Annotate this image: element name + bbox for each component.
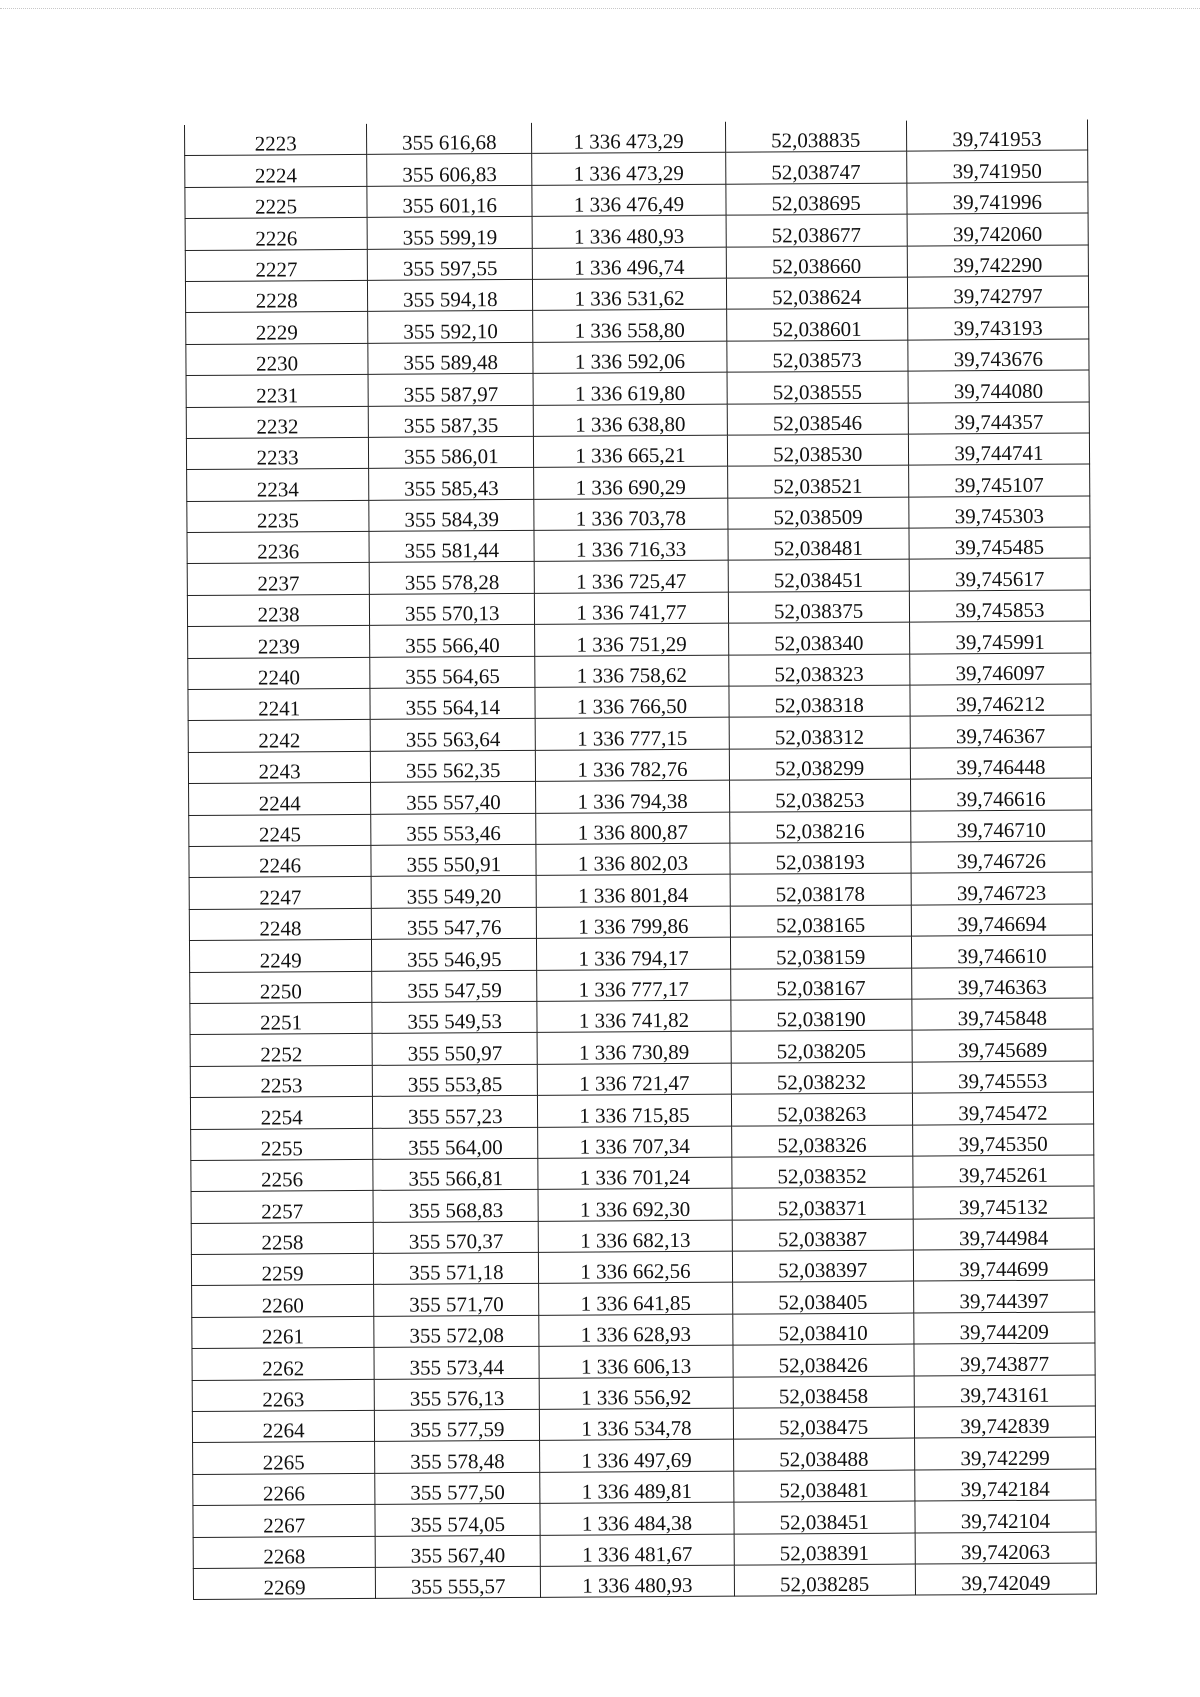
cell-x: 355 557,23 — [373, 1095, 538, 1127]
cell-x: 355 599,19 — [367, 217, 532, 249]
cell-y: 1 336 800,87 — [536, 812, 729, 845]
cell-longitude: 39,742839 — [914, 1406, 1095, 1438]
cell-x: 355 563,64 — [370, 719, 535, 751]
cell-longitude: 39,746726 — [911, 841, 1092, 873]
cell-point: 2254 — [190, 1096, 372, 1129]
cell-point: 2231 — [186, 375, 368, 408]
cell-x: 355 562,35 — [371, 750, 536, 782]
table-row — [185, 213, 1088, 250]
table-row — [192, 1280, 1095, 1317]
cell-longitude: 39,746367 — [910, 715, 1091, 747]
cell-x: 355 574,05 — [375, 1504, 540, 1536]
cell-latitude: 52,038481 — [733, 1470, 914, 1502]
cell-latitude: 52,038458 — [733, 1376, 914, 1408]
cell-latitude: 52,038159 — [730, 936, 911, 968]
table-row — [192, 1312, 1095, 1349]
cell-longitude: 39,746616 — [910, 778, 1091, 810]
cell-longitude: 39,746610 — [911, 935, 1092, 967]
cell-point: 2261 — [192, 1316, 374, 1349]
cell-longitude: 39,746448 — [910, 747, 1091, 779]
cell-longitude: 39,744357 — [908, 401, 1089, 433]
cell-latitude: 52,038521 — [727, 465, 908, 497]
cell-x: 355 578,48 — [375, 1441, 540, 1473]
scan-edge-line — [0, 8, 1200, 9]
cell-y: 1 336 782,76 — [536, 749, 729, 782]
table-row — [191, 1155, 1094, 1192]
cell-longitude: 39,742104 — [915, 1500, 1096, 1532]
table-row — [191, 1186, 1094, 1223]
cell-latitude: 52,038167 — [730, 968, 911, 1000]
cell-y: 1 336 794,17 — [537, 937, 730, 970]
cell-point: 2255 — [191, 1128, 373, 1161]
cell-latitude: 52,038326 — [731, 1125, 912, 1157]
cell-y: 1 336 534,78 — [540, 1408, 733, 1441]
cell-point: 2252 — [190, 1034, 372, 1067]
cell-latitude: 52,038451 — [733, 1501, 914, 1533]
table-row — [191, 1249, 1094, 1286]
cell-point: 2225 — [185, 186, 367, 219]
cell-y: 1 336 480,93 — [532, 215, 725, 248]
cell-latitude: 52,038391 — [734, 1533, 915, 1565]
cell-point: 2233 — [186, 437, 368, 470]
cell-point: 2259 — [191, 1253, 373, 1286]
cell-point: 2249 — [189, 940, 371, 973]
cell-y: 1 336 592,06 — [533, 341, 726, 374]
cell-x: 355 553,85 — [372, 1064, 537, 1096]
cell-longitude: 39,745848 — [912, 998, 1093, 1030]
cell-x: 355 594,18 — [368, 279, 533, 311]
table-row — [185, 182, 1088, 219]
cell-x: 355 550,91 — [371, 844, 536, 876]
table-row — [189, 778, 1092, 815]
cell-x: 355 572,08 — [374, 1315, 539, 1347]
cell-longitude: 39,741950 — [906, 150, 1087, 182]
cell-x: 355 570,13 — [370, 593, 535, 625]
cell-latitude: 52,038555 — [727, 371, 908, 403]
cell-point: 2239 — [188, 626, 370, 659]
table-row — [190, 1061, 1093, 1098]
cell-y: 1 336 777,15 — [535, 718, 728, 751]
cell-x: 355 555,57 — [376, 1566, 541, 1598]
cell-y: 1 336 802,03 — [536, 843, 729, 876]
cell-point: 2260 — [192, 1285, 374, 1318]
cell-y: 1 336 558,80 — [533, 310, 726, 343]
cell-x: 355 553,46 — [371, 813, 536, 845]
cell-point: 2229 — [186, 312, 368, 345]
cell-point: 2263 — [192, 1379, 374, 1412]
cell-y: 1 336 741,82 — [537, 1000, 730, 1033]
cell-longitude: 39,744984 — [913, 1218, 1094, 1250]
cell-point: 2246 — [189, 845, 371, 878]
table-row — [186, 339, 1089, 376]
cell-x: 355 550,97 — [372, 1033, 537, 1065]
cell-x: 355 586,01 — [369, 436, 534, 468]
cell-longitude: 39,745472 — [912, 1092, 1093, 1124]
cell-y: 1 336 531,62 — [533, 278, 726, 311]
cell-y: 1 336 682,13 — [539, 1220, 732, 1253]
cell-longitude: 39,745132 — [913, 1186, 1094, 1218]
cell-point: 2269 — [193, 1567, 375, 1600]
table-row — [187, 590, 1090, 627]
cell-y: 1 336 662,56 — [539, 1251, 732, 1284]
cell-x: 355 587,35 — [368, 405, 533, 437]
table-row — [188, 653, 1091, 690]
cell-point: 2230 — [186, 343, 368, 376]
table-row — [187, 558, 1090, 595]
table-row — [186, 433, 1089, 470]
table-row — [186, 401, 1089, 438]
cell-x: 355 577,50 — [375, 1472, 540, 1504]
cell-point: 2235 — [187, 500, 369, 533]
cell-latitude: 52,038318 — [729, 685, 910, 717]
cell-longitude: 39,746363 — [911, 967, 1092, 999]
cell-latitude: 52,038660 — [726, 246, 907, 278]
cell-point: 2232 — [186, 406, 368, 439]
cell-longitude: 39,744699 — [913, 1249, 1094, 1281]
cell-y: 1 336 751,29 — [535, 623, 728, 656]
cell-latitude: 52,038397 — [732, 1250, 913, 1282]
cell-x: 355 581,44 — [369, 530, 534, 562]
cell-y: 1 336 741,77 — [535, 592, 728, 625]
cell-longitude: 39,745991 — [909, 621, 1090, 653]
cell-y: 1 336 484,38 — [540, 1502, 733, 1535]
cell-latitude: 52,038323 — [728, 654, 909, 686]
cell-longitude: 39,745107 — [908, 464, 1089, 496]
cell-y: 1 336 628,93 — [539, 1314, 732, 1347]
table-row — [185, 245, 1088, 282]
cell-latitude: 52,038835 — [725, 121, 906, 153]
cell-y: 1 336 665,21 — [534, 435, 727, 468]
cell-latitude: 52,038747 — [725, 151, 906, 183]
cell-latitude: 52,038340 — [728, 622, 909, 654]
cell-y: 1 336 799,86 — [537, 906, 730, 939]
cell-longitude: 39,744080 — [908, 370, 1089, 402]
cell-x: 355 616,68 — [367, 123, 532, 155]
cell-latitude: 52,038216 — [729, 811, 910, 843]
cell-latitude: 52,038451 — [728, 560, 909, 592]
cell-x: 355 606,83 — [367, 154, 532, 186]
cell-point: 2243 — [188, 751, 370, 784]
cell-point: 2244 — [189, 783, 371, 816]
cell-y: 1 336 725,47 — [535, 561, 728, 594]
coordinates-table — [184, 119, 1097, 1600]
cell-x: 355 578,28 — [369, 562, 534, 594]
table-row — [192, 1343, 1095, 1380]
cell-point: 2237 — [187, 563, 369, 596]
cell-y: 1 336 556,92 — [540, 1377, 733, 1410]
cell-x: 355 589,48 — [368, 342, 533, 374]
cell-point: 2267 — [193, 1505, 375, 1538]
cell-point: 2226 — [185, 218, 367, 251]
cell-longitude: 39,746694 — [911, 904, 1092, 936]
cell-point: 2228 — [185, 280, 367, 313]
cell-x: 355 567,40 — [375, 1535, 540, 1567]
cell-x: 355 557,40 — [371, 782, 536, 814]
cell-x: 355 585,43 — [369, 468, 534, 500]
cell-latitude: 52,038601 — [726, 308, 907, 340]
cell-y: 1 336 766,50 — [535, 686, 728, 719]
cell-y: 1 336 716,33 — [534, 529, 727, 562]
cell-point: 2240 — [188, 657, 370, 690]
cell-point: 2250 — [190, 971, 372, 1004]
cell-y: 1 336 777,17 — [537, 969, 730, 1002]
cell-y: 1 336 619,80 — [533, 372, 726, 405]
cell-x: 355 547,59 — [372, 970, 537, 1002]
cell-y: 1 336 707,34 — [538, 1126, 731, 1159]
table-row — [193, 1532, 1096, 1569]
table-row — [190, 967, 1093, 1004]
cell-point: 2257 — [191, 1191, 373, 1224]
table-row — [190, 1092, 1093, 1129]
cell-x: 355 573,44 — [374, 1347, 539, 1379]
cell-longitude: 39,743193 — [907, 307, 1088, 339]
cell-latitude: 52,038573 — [726, 340, 907, 372]
cell-longitude: 39,742290 — [907, 245, 1088, 277]
table-row — [187, 527, 1090, 564]
cell-longitude: 39,744397 — [913, 1280, 1094, 1312]
table-row — [184, 119, 1087, 155]
cell-longitude: 39,745617 — [909, 558, 1090, 590]
cell-y: 1 336 638,80 — [534, 404, 727, 437]
cell-longitude: 39,742049 — [915, 1563, 1096, 1595]
cell-point: 2224 — [185, 155, 367, 188]
cell-point: 2223 — [184, 124, 366, 156]
table-row — [189, 872, 1092, 909]
cell-y: 1 336 701,24 — [538, 1157, 731, 1190]
cell-y: 1 336 715,85 — [538, 1094, 731, 1127]
cell-y: 1 336 496,74 — [533, 247, 726, 280]
cell-latitude: 52,038371 — [732, 1187, 913, 1219]
table-row — [185, 276, 1088, 313]
cell-y: 1 336 794,38 — [536, 780, 729, 813]
cell-point: 2266 — [193, 1473, 375, 1506]
cell-longitude: 39,744209 — [914, 1312, 1095, 1344]
cell-x: 355 568,83 — [373, 1190, 538, 1222]
cell-y: 1 336 721,47 — [538, 1063, 731, 1096]
cell-latitude: 52,038253 — [729, 779, 910, 811]
cell-longitude: 39,745303 — [909, 496, 1090, 528]
cell-latitude: 52,038299 — [729, 748, 910, 780]
cell-y: 1 336 690,29 — [534, 466, 727, 499]
cell-x: 355 577,59 — [375, 1409, 540, 1441]
cell-latitude: 52,038193 — [729, 842, 910, 874]
cell-y: 1 336 641,85 — [539, 1283, 732, 1316]
table-row — [193, 1437, 1096, 1474]
table-row — [193, 1500, 1096, 1537]
cell-longitude: 39,742060 — [907, 213, 1088, 245]
table-row — [187, 464, 1090, 501]
cell-latitude: 52,038546 — [727, 403, 908, 435]
table-row — [187, 496, 1090, 533]
cell-longitude: 39,746097 — [909, 653, 1090, 685]
cell-longitude: 39,745553 — [912, 1061, 1093, 1093]
cell-longitude: 39,746723 — [911, 872, 1092, 904]
cell-longitude: 39,745853 — [909, 590, 1090, 622]
cell-y: 1 336 497,69 — [540, 1440, 733, 1473]
cell-point: 2253 — [190, 1065, 372, 1098]
cell-latitude: 52,038509 — [727, 497, 908, 529]
cell-latitude: 52,038312 — [729, 716, 910, 748]
cell-point: 2262 — [192, 1348, 374, 1381]
cell-latitude: 52,038178 — [730, 873, 911, 905]
table-row — [186, 307, 1089, 344]
cell-latitude: 52,038410 — [732, 1313, 913, 1345]
cell-latitude: 52,038285 — [734, 1564, 915, 1596]
cell-x: 355 597,55 — [367, 248, 532, 280]
cell-longitude: 39,745261 — [913, 1155, 1094, 1187]
cell-x: 355 571,70 — [374, 1284, 539, 1316]
table-row — [188, 747, 1091, 784]
cell-latitude: 52,038695 — [725, 183, 906, 215]
cell-latitude: 52,038624 — [726, 277, 907, 309]
table-row — [192, 1406, 1095, 1443]
cell-point: 2227 — [185, 249, 367, 282]
table-row — [191, 1218, 1094, 1255]
cell-latitude: 52,038677 — [726, 214, 907, 246]
cell-latitude: 52,038165 — [730, 905, 911, 937]
cell-latitude: 52,038232 — [731, 1062, 912, 1094]
cell-longitude: 39,742063 — [915, 1532, 1096, 1564]
cell-y: 1 336 473,29 — [532, 122, 725, 154]
cell-x: 355 584,39 — [369, 499, 534, 531]
cell-x: 355 587,97 — [368, 373, 533, 405]
table-row — [193, 1469, 1096, 1506]
cell-longitude: 39,745485 — [909, 527, 1090, 559]
table-row — [188, 621, 1091, 658]
cell-point: 2256 — [191, 1159, 373, 1192]
cell-longitude: 39,745350 — [912, 1123, 1093, 1155]
table-row — [185, 150, 1088, 187]
cell-x: 355 571,18 — [374, 1252, 539, 1284]
cell-longitude: 39,743161 — [914, 1375, 1095, 1407]
cell-latitude: 52,038263 — [731, 1093, 912, 1125]
cell-latitude: 52,038488 — [733, 1438, 914, 1470]
cell-point: 2264 — [192, 1410, 374, 1443]
cell-longitude: 39,741953 — [906, 119, 1087, 151]
cell-x: 355 564,65 — [370, 656, 535, 688]
cell-x: 355 549,53 — [372, 1001, 537, 1033]
cell-longitude: 39,742299 — [914, 1437, 1095, 1469]
cell-latitude: 52,038426 — [733, 1344, 914, 1376]
cell-latitude: 52,038475 — [733, 1407, 914, 1439]
cell-x: 355 566,81 — [373, 1158, 538, 1190]
cell-latitude: 52,038190 — [730, 999, 911, 1031]
cell-x: 355 576,13 — [374, 1378, 539, 1410]
cell-longitude: 39,744741 — [908, 433, 1089, 465]
cell-x: 355 570,37 — [373, 1221, 538, 1253]
coordinates-table-body — [184, 119, 1096, 1599]
cell-longitude: 39,743676 — [908, 339, 1089, 371]
table-row — [186, 370, 1089, 407]
cell-point: 2251 — [190, 1002, 372, 1035]
table-row — [190, 1029, 1093, 1066]
cell-point: 2236 — [187, 531, 369, 564]
table-row — [189, 904, 1092, 941]
cell-latitude: 52,038405 — [732, 1282, 913, 1314]
table-row — [189, 841, 1092, 878]
cell-longitude: 39,746212 — [910, 684, 1091, 716]
cell-x: 355 549,20 — [371, 876, 536, 908]
cell-y: 1 336 481,67 — [540, 1534, 733, 1567]
table-row — [193, 1563, 1096, 1600]
cell-y: 1 336 489,81 — [540, 1471, 733, 1504]
cell-y: 1 336 606,13 — [539, 1345, 732, 1378]
cell-latitude: 52,038205 — [731, 1030, 912, 1062]
cell-latitude: 52,038352 — [731, 1156, 912, 1188]
cell-y: 1 336 730,89 — [537, 1032, 730, 1065]
cell-x: 355 547,76 — [371, 907, 536, 939]
cell-latitude: 52,038375 — [728, 591, 909, 623]
cell-point: 2245 — [189, 814, 371, 847]
cell-y: 1 336 703,78 — [534, 498, 727, 531]
cell-x: 355 566,40 — [370, 625, 535, 657]
cell-point: 2241 — [188, 688, 370, 721]
cell-point: 2238 — [187, 594, 369, 627]
cell-longitude: 39,745689 — [912, 1029, 1093, 1061]
cell-x: 355 546,95 — [372, 939, 537, 971]
cell-y: 1 336 476,49 — [532, 184, 725, 217]
cell-y: 1 336 801,84 — [536, 875, 729, 908]
table-row — [190, 998, 1093, 1035]
cell-latitude: 52,038530 — [727, 434, 908, 466]
cell-point: 2268 — [193, 1536, 375, 1569]
cell-longitude: 39,746710 — [910, 810, 1091, 842]
cell-x: 355 601,16 — [367, 185, 532, 217]
table-row — [188, 715, 1091, 752]
table-row — [189, 810, 1092, 847]
cell-y: 1 336 692,30 — [538, 1188, 731, 1221]
cell-point: 2248 — [189, 908, 371, 941]
cell-y: 1 336 480,93 — [541, 1565, 734, 1598]
cell-point: 2265 — [193, 1442, 375, 1475]
cell-latitude: 52,038481 — [728, 528, 909, 560]
cell-point: 2247 — [189, 877, 371, 910]
cell-y: 1 336 473,29 — [532, 153, 725, 186]
cell-point: 2258 — [191, 1222, 373, 1255]
cell-longitude: 39,741996 — [907, 182, 1088, 214]
cell-point: 2234 — [187, 469, 369, 502]
table-row — [191, 1123, 1094, 1160]
cell-x: 355 564,14 — [370, 687, 535, 719]
cell-y: 1 336 758,62 — [535, 655, 728, 688]
cell-x: 355 564,00 — [373, 1127, 538, 1159]
cell-x: 355 592,10 — [368, 311, 533, 343]
table-row — [188, 684, 1091, 721]
cell-longitude: 39,742797 — [907, 276, 1088, 308]
table-row — [192, 1375, 1095, 1412]
cell-longitude: 39,742184 — [914, 1469, 1095, 1501]
cell-longitude: 39,743877 — [914, 1343, 1095, 1375]
cell-point: 2242 — [188, 720, 370, 753]
table-row — [189, 935, 1092, 972]
cell-latitude: 52,038387 — [732, 1219, 913, 1251]
